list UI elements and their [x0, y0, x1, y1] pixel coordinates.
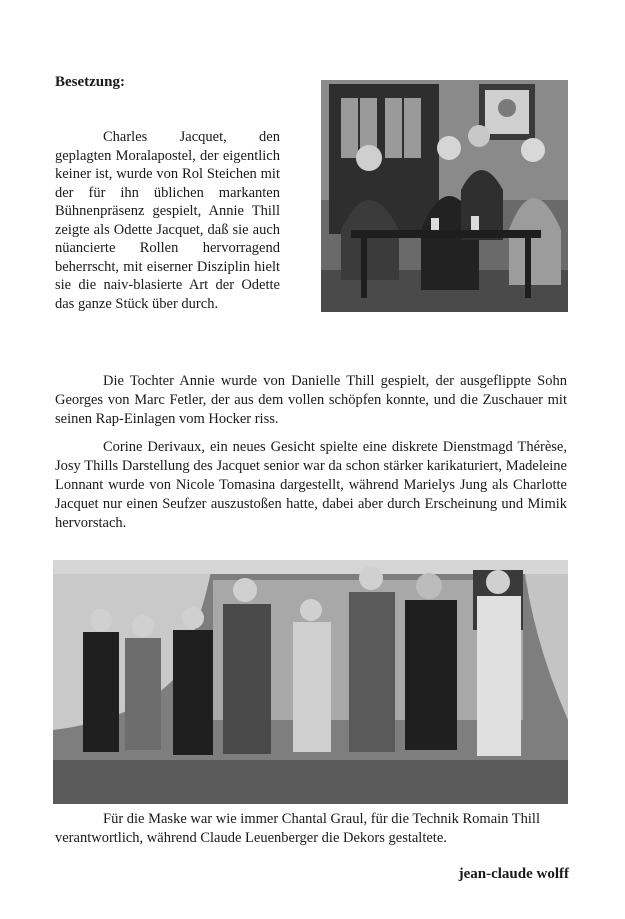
photo-caption: Für die Maske war wie immer Chantal Graul, für die Technik Romain Thill verantwortlich, während Claude Leuenberger die Dekors gestaltete. — [55, 811, 540, 846]
paragraph-3: Corine Derivaux, ein neues Gesicht spielte eine diskrete Dienstmagd Thérèse, Josy Thills Darstellung des Jacquet senior war da schon stärker karikaturiert, Madeleine Lonnant wurde von Nicole Tomasina dargestellt, während Marielys Jung als Charlotte Jacquet nur einen Seufzer auszustoßen hatte, dabei aber durch Erscheinung und Mimik hervorstach. — [55, 439, 567, 531]
column-paragraph-text: Charles Jacquet, den geplagten Moralapostel, der eigentlich keiner ist, wurde von Rol Steichen mit der für ihn üblichen markanten Bühnenpräsenz gespielt, Annie Thill zeigte als Odette Jacquet, daß sie auch nüancierte Rollen hervorragend beherrscht, mit eiserner Disziplin hielt sie die naiv-blasierte Art der Odette das ganze Stück über durch. — [55, 129, 280, 312]
author-signature: jean-claude wolff — [458, 866, 569, 882]
paragraph-2: Die Tochter Annie wurde von Danielle Thill gespielt, der ausgeflippte Sohn Georges von Marc Fetler, der aus dem vollen schöpfen konnte, und die Zuschauer mit seinen Rap-Einlagen vom Hocker riss. — [55, 373, 567, 427]
stage-photo-cast — [53, 560, 568, 804]
section-heading: Besetzung: — [55, 74, 125, 90]
stage-photo-scene — [321, 80, 568, 312]
column-paragraph — [55, 128, 280, 313]
